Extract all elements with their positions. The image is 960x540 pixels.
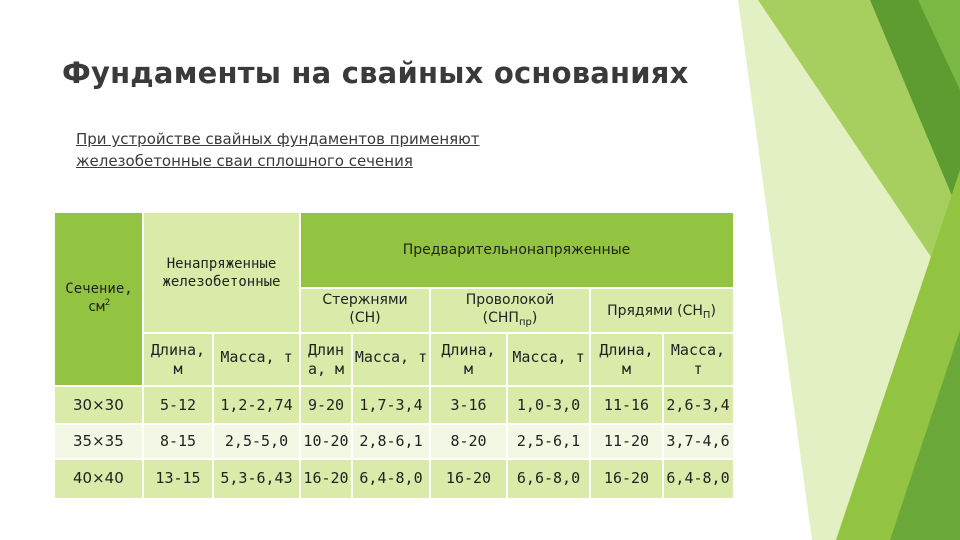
table-cell: 8-15 (159, 432, 197, 450)
table-cell: 10-20 (303, 432, 349, 450)
table-cell: 11-16 (603, 395, 650, 414)
table-cell: 8-20 (450, 432, 487, 450)
col-mass-3: Масса, т (512, 348, 585, 366)
table-cell: 2,8-6,1 (359, 432, 423, 450)
section-header-label: Сечение, (65, 281, 133, 297)
table-cell: 2,5-6,1 (516, 432, 581, 450)
col-length-3: Длина, м (441, 341, 496, 378)
non-prestressed-header: Ненапряженные железобетонные (162, 256, 281, 290)
col-mass-2: Масса, т (354, 348, 428, 366)
col-mass-1: Масса, т (220, 348, 293, 366)
table-cell: 6,6-8,0 (516, 469, 581, 487)
section-header (55, 280, 143, 318)
table-cell: 16-20 (303, 469, 349, 487)
table-cell: 6,4-8,0 (666, 469, 730, 487)
strands-header: Прядями $(СН_П)$ (607, 303, 716, 321)
table-cell: 3,7-4,6 (666, 432, 730, 450)
table-cell: 1,0-3,0 (516, 395, 581, 414)
col-length-2: Длин а, м (307, 341, 345, 378)
row-section-cell: 35×35 (73, 432, 124, 450)
table-cell: 1,7-3,4 (359, 395, 423, 414)
table-cell: 16-20 (445, 469, 492, 487)
table-cell: 3-16 (450, 395, 487, 414)
prestressed-header: Предварительнонапряженные (402, 242, 631, 258)
table-cell: 16-20 (603, 469, 650, 487)
subtitle-line-1: При устройстве свайных фундаментов применяют (76, 130, 480, 148)
wire-header: Проволокой $(СНП_{пр})$ (465, 292, 555, 328)
table-cell: 2,5-5,0 (224, 432, 289, 450)
table-cell: 11-20 (603, 432, 650, 450)
row-section-cell: 30×30 (73, 395, 124, 414)
section-header-unit: $см^2$ (87, 298, 111, 315)
col-length-1: Длина, м (150, 341, 206, 378)
table-cell: 5-12 (159, 395, 197, 414)
rods-header: Стержнями (СН) (322, 292, 408, 326)
row-section-cell: 40×40 (73, 469, 124, 487)
table-cell: 1,2-2,74 (220, 395, 293, 414)
table-cell: 2,6-3,4 (666, 395, 730, 414)
table-cell: 13-15 (155, 469, 201, 487)
table-cell: 5,3-6,43 (220, 469, 293, 487)
page-title: Фундаменты на свайных основаниях (62, 56, 689, 90)
table-cell: 6,4-8,0 (359, 469, 423, 487)
col-mass-4: Масса, т (670, 341, 726, 378)
table-cell: 9-20 (307, 395, 345, 414)
col-length-4: Длина, м (599, 341, 654, 378)
subtitle-line-2: железобетонные сваи сплошного сечения (76, 152, 413, 170)
